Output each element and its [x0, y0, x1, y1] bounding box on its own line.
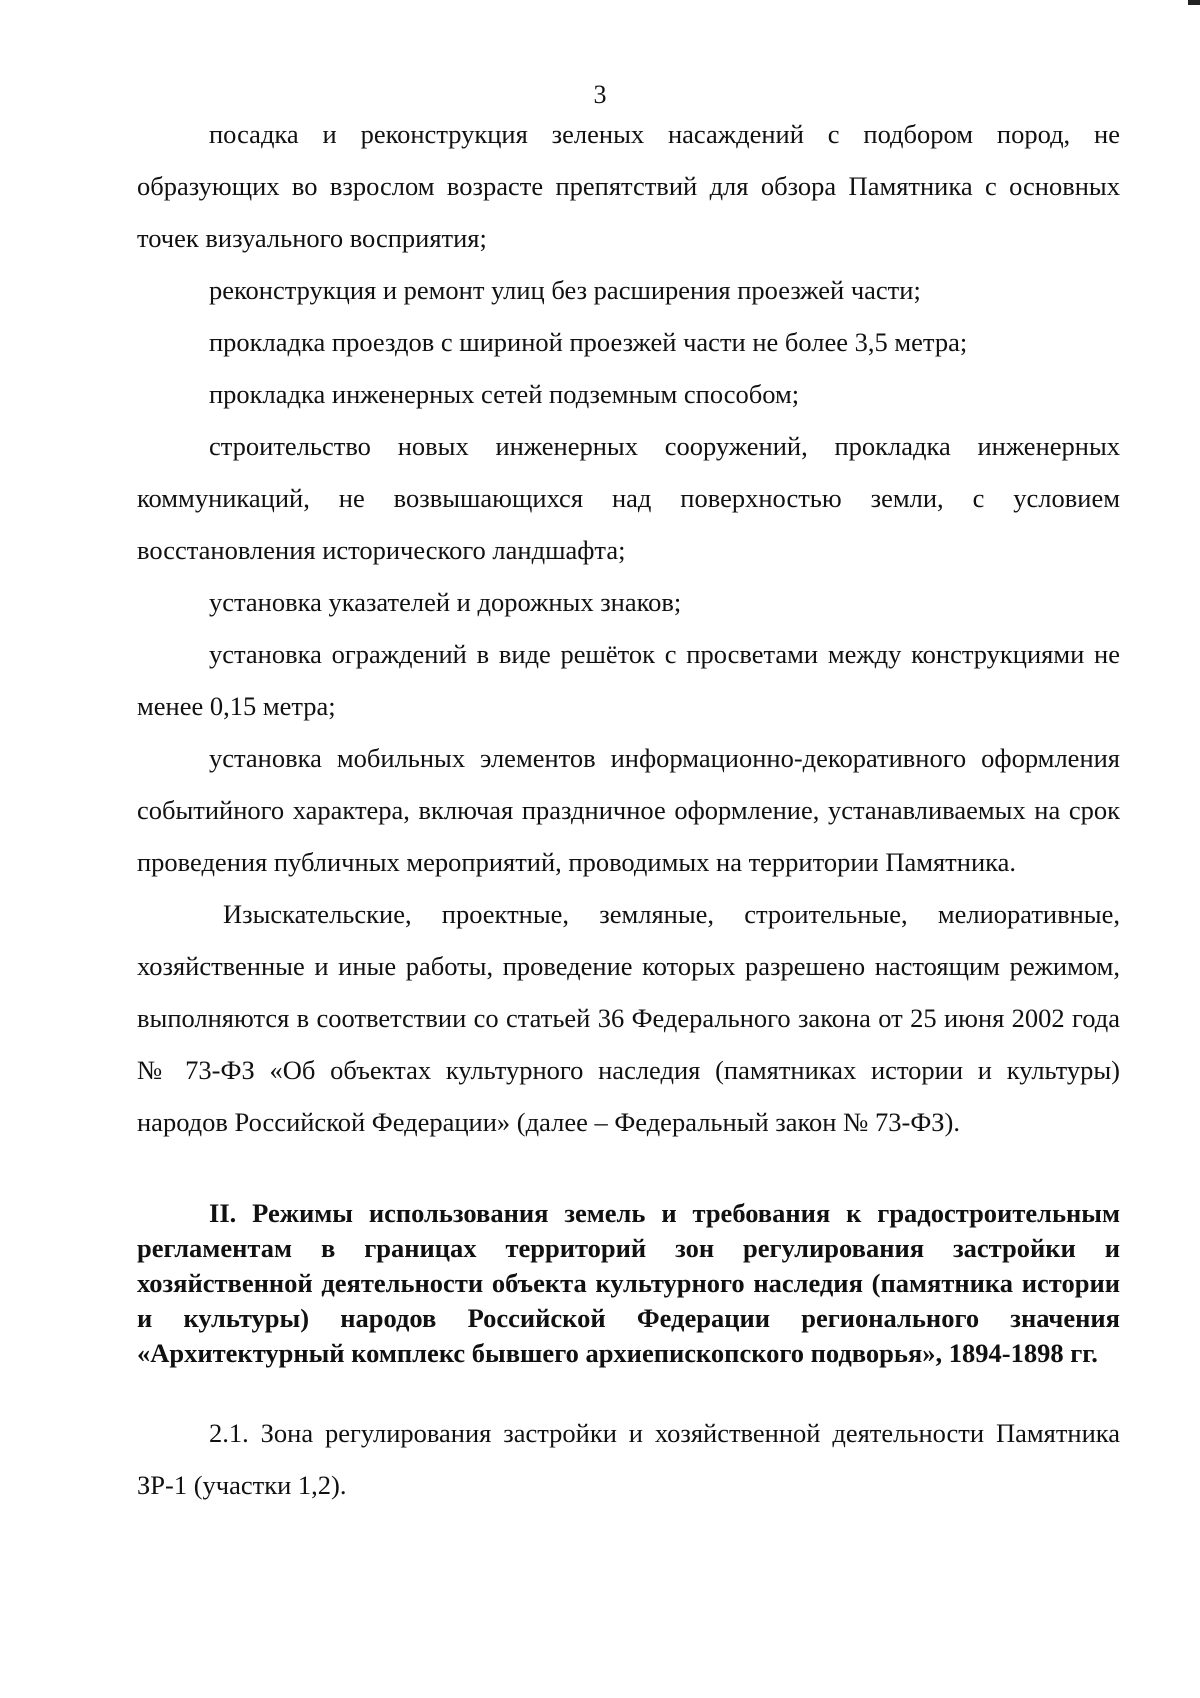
- paragraph-fences: установка ограждений в виде решёток с просветами между конструкциями не менее 0,15 метра;: [137, 639, 1120, 721]
- page-number: 3: [593, 80, 607, 109]
- paragraph-planting: посадка и реконструкция зеленых насаждений с подбором пород, не образующих во взрослом возрасте препятствий для обзора Памятника с основных точек визуального восприятия;: [137, 119, 1120, 253]
- paragraph-mobile-elements: установка мобильных элементов информационно-декоративного оформления событийного характера, включая праздничное оформление, устанавливаемых на срок проведения публичных мероприятий, проводимых на территории Памятника.: [137, 743, 1120, 877]
- paragraph-survey-works: Изыскательские, проектные, земляные, строительные, мелиоративные, хозяйственные и иные работы, проведение которых разрешено настоящим режимом, выполняются в соответствии со статьей 36 Федерального закона от 25 июня 2002 года № 73-ФЗ «Об объектах культурного наследия (памятниках истории и культуры) народов Российской Федерации» (далее – Федеральный закон № 73-ФЗ).: [137, 899, 1120, 1137]
- paragraph-underground-networks: прокладка инженерных сетей подземным способом;: [209, 379, 800, 409]
- paragraph-road-signs: установка указателей и дорожных знаков;: [209, 587, 682, 617]
- scan-corner-mark: [1188, 0, 1200, 5]
- paragraph-engineering-structures: строительство новых инженерных сооружений, прокладка инженерных коммуникаций, не возвышающихся над поверхностью земли, с условием восстановления исторического ландшафта;: [137, 431, 1120, 565]
- document-body: [137, 108, 1120, 1511]
- section-heading: II. Режимы использования земель и требования к градостроительным регламентам в границах территорий зон регулирования застройки и хозяйственной деятельности объекта культурного наследия (памятника истории и культуры) народов Российской Федерации регионального значения «Архитектурный комплекс бывшего архиепископского подворья», 1894-1898 гг.: [137, 1198, 1120, 1368]
- paragraph-street-repair: реконструкция и ремонт улиц без расширения проезжей части;: [209, 275, 921, 305]
- paragraph-driveways: прокладка проездов с шириной проезжей части не более 3,5 метра;: [209, 327, 968, 357]
- paragraph-zone-zr1: 2.1. Зона регулирования застройки и хозяйственной деятельности Памятника ЗР-1 (участки 1,2).: [137, 1418, 1120, 1500]
